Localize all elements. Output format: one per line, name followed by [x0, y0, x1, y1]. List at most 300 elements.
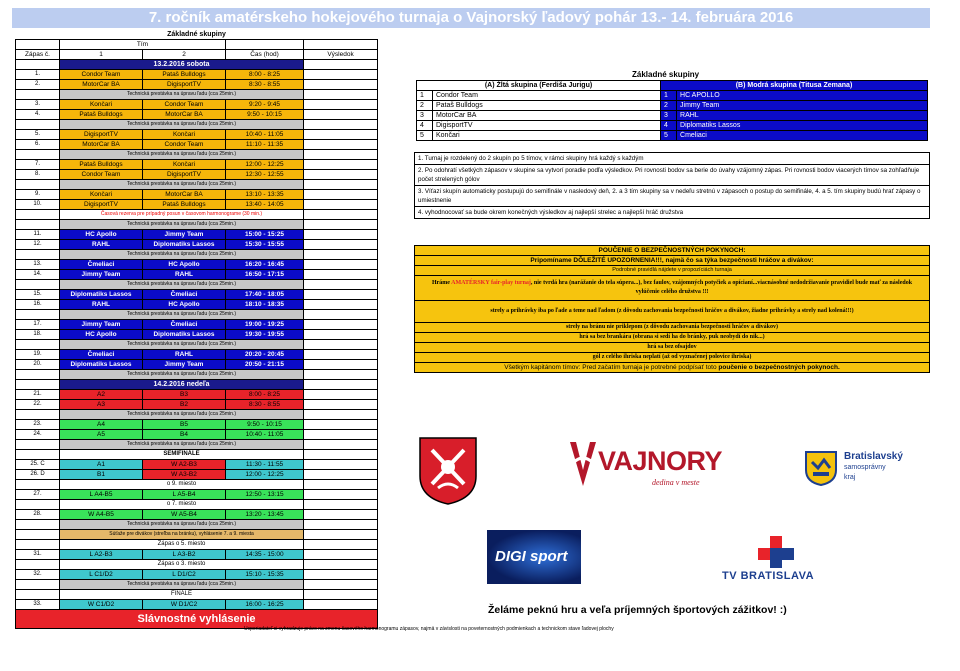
note-blank: [304, 120, 378, 130]
match-row: [16, 510, 378, 520]
group-a-team: Pataš Bulldogs: [433, 101, 661, 111]
match-time: 20:50 - 21:15: [226, 360, 304, 370]
round-label: FINÁLE: [60, 590, 304, 600]
match-number: 8.: [16, 170, 60, 180]
safety-box: [414, 245, 930, 373]
match-row: [16, 130, 378, 140]
schedule-note: Technická prestávka na úpravu ľadu (cca 25min.): [60, 90, 304, 100]
group-b-team: Čmeliaci: [677, 131, 928, 141]
team-away: B5: [143, 420, 226, 430]
match-row: [16, 170, 378, 180]
team-away: B2: [143, 400, 226, 410]
label-blank: [16, 500, 60, 510]
label-blank: [304, 480, 378, 490]
team-home: A3: [60, 400, 143, 410]
schedule-footer: Usporiadateľ si vyhradzuje právo na zmenu časového harmonogramu zápasov, najmä v závislosti na poveternostných podmienkach a technickom stave ľadovej plochy: [244, 626, 614, 632]
label-blank: [304, 540, 378, 550]
match-result: [304, 240, 378, 250]
safety-line: Pripomíname DÔLEŽITÉ UPOZORNENIA!!!, najmä čo sa týka bezpečnosti hráčov a divákov:: [415, 256, 929, 266]
team-home: L A2-B3: [60, 550, 143, 560]
group-row: [417, 131, 928, 141]
group-b-team: RAHL: [677, 111, 928, 121]
note-blank: [16, 250, 60, 260]
match-time: 11:30 - 11:55: [226, 460, 304, 470]
match-row: [16, 460, 378, 470]
safety-line: Podrobné pravidlá nájdete v propozíciách turnaja: [415, 266, 929, 276]
team-away: L A5-B4: [143, 490, 226, 500]
match-number: 25. C: [16, 460, 60, 470]
match-result: [304, 190, 378, 200]
team-home: A5: [60, 430, 143, 440]
schedule-note: Technická prestávka na úpravu ľadu (cca 25min.): [60, 370, 304, 380]
match-time: 9:50 - 10:15: [226, 420, 304, 430]
team-home: Čmeliaci: [60, 350, 143, 360]
team-home: B1: [60, 470, 143, 480]
match-row: [16, 420, 378, 430]
match-row: [16, 390, 378, 400]
day-header: 13.2.2016 sobota: [60, 60, 304, 70]
group-a-rank: 4: [417, 121, 433, 131]
team-away: DigisportTV: [143, 80, 226, 90]
team-home: MotorCar BA: [60, 80, 143, 90]
team-home: A1: [60, 460, 143, 470]
match-result: [304, 300, 378, 310]
match-number: 11.: [16, 230, 60, 240]
match-row: [16, 570, 378, 580]
match-row: [16, 110, 378, 120]
match-number: 10.: [16, 200, 60, 210]
tv-bratislava-squares-icon: [758, 536, 794, 568]
header-time: Čas (hod): [226, 50, 304, 60]
match-number: 17.: [16, 320, 60, 330]
match-time: 10:40 - 11:05: [226, 130, 304, 140]
match-number: 1.: [16, 70, 60, 80]
team-home: A4: [60, 420, 143, 430]
day-blank: [304, 380, 378, 390]
match-result: [304, 360, 378, 370]
match-result: [304, 70, 378, 80]
label-blank: [304, 450, 378, 460]
header-blank: [226, 40, 304, 50]
match-result: [304, 320, 378, 330]
note-blank: [304, 520, 378, 530]
team-away: Diplomatiks Lassos: [143, 330, 226, 340]
match-result: [304, 400, 378, 410]
team-away: W A2-B3: [143, 460, 226, 470]
page-title: 7. ročník amatérskeho hokejového turnaja o Vajnorský ľadový pohár 13.- 14. februára 2016: [12, 8, 930, 28]
group-a-team: MotorCar BA: [433, 111, 661, 121]
match-row: [16, 470, 378, 480]
safety-title: POUČENIE O BEZPEČNOSTNÝCH POKYNOCH:: [415, 246, 929, 256]
note-blank: [304, 310, 378, 320]
team-away: Končari: [143, 130, 226, 140]
note-blank: [16, 520, 60, 530]
team-away: Čmeliaci: [143, 320, 226, 330]
header-home: 1: [60, 50, 143, 60]
round-label: o 9. miesto: [60, 480, 304, 490]
match-time: 14:35 - 15:00: [226, 550, 304, 560]
schedule-note: Technická prestávka na úpravu ľadu (cca 25min.): [60, 340, 304, 350]
header-match: Zápas č.: [16, 50, 60, 60]
match-number: 27.: [16, 490, 60, 500]
label-blank: [304, 560, 378, 570]
note-blank: [16, 440, 60, 450]
match-row: [16, 400, 378, 410]
safety-line: strely na bránu nie priklepom (z dôvodu zachovania bezpečnosti hráčov a divákov): [415, 323, 929, 333]
day-blank: [304, 60, 378, 70]
match-time: 20:20 - 20:45: [226, 350, 304, 360]
match-time: 18:10 - 18:35: [226, 300, 304, 310]
note-blank: [16, 530, 60, 540]
vajnory-tagline: dedina v meste: [652, 478, 700, 487]
match-time: 19:30 - 19:55: [226, 330, 304, 340]
match-number: 15.: [16, 290, 60, 300]
match-result: [304, 490, 378, 500]
match-row: [16, 230, 378, 240]
digisport-wordmark: DIGI sport: [495, 548, 568, 565]
team-home: L A4-B5: [60, 490, 143, 500]
team-away: RAHL: [143, 350, 226, 360]
match-result: [304, 170, 378, 180]
team-away: L A3-B2: [143, 550, 226, 560]
rules-box: [414, 152, 930, 219]
match-result: [304, 270, 378, 280]
match-time: 11:10 - 11:35: [226, 140, 304, 150]
match-time: 13:10 - 13:35: [226, 190, 304, 200]
match-time: 16:50 - 17:15: [226, 270, 304, 280]
match-number: 3.: [16, 100, 60, 110]
team-away: Pataš Bulldogs: [143, 70, 226, 80]
match-time: 16:00 - 16:25: [226, 600, 304, 610]
safety-fairplay: [415, 276, 929, 301]
match-number: 13.: [16, 260, 60, 270]
note-blank: [16, 310, 60, 320]
match-row: [16, 80, 378, 90]
schedule-note: Technická prestávka na úpravu ľadu (cca 25min.): [60, 410, 304, 420]
team-away: Končari: [143, 160, 226, 170]
note-blank: [304, 580, 378, 590]
note-blank: [304, 280, 378, 290]
header-away: 2: [143, 50, 226, 60]
label-blank: [304, 590, 378, 600]
group-b-rank: 4: [661, 121, 677, 131]
match-number: 22.: [16, 400, 60, 410]
group-b-rank: 3: [661, 111, 677, 121]
schedule-note: Technická prestávka na úpravu ľadu (cca 25min.): [60, 580, 304, 590]
match-number: 4.: [16, 110, 60, 120]
team-home: Diplomatiks Lassos: [60, 360, 143, 370]
match-time: 9:50 - 10:15: [226, 110, 304, 120]
group-b-rank: 1: [661, 91, 677, 101]
note-blank: [304, 410, 378, 420]
bratislava-region-line: kraj: [844, 474, 856, 481]
team-away: B3: [143, 390, 226, 400]
team-home: DigisportTV: [60, 200, 143, 210]
team-away: HC Apollo: [143, 300, 226, 310]
note-blank: [16, 150, 60, 160]
match-time: 15:10 - 15:35: [226, 570, 304, 580]
match-result: [304, 230, 378, 240]
match-result: [304, 140, 378, 150]
team-home: Pataš Bulldogs: [60, 110, 143, 120]
match-number: 16.: [16, 300, 60, 310]
team-away: Diplomatiks Lassos: [143, 240, 226, 250]
match-row: [16, 190, 378, 200]
team-away: B4: [143, 430, 226, 440]
header-blank: [304, 40, 378, 50]
match-number: 24.: [16, 430, 60, 440]
rule-item: 1. Turnaj je rozdelený do 2 skupín po 5 tímov, v rámci skupiny hrá každý s každým: [415, 153, 929, 165]
team-home: Končari: [60, 190, 143, 200]
safety-line: gól z celého ihriska neplatí (až od vyznačenej polovice ihriska): [415, 353, 929, 363]
safety-highlight: AMATÉRSKY fair-play turnaj: [451, 280, 531, 286]
note-blank: [16, 180, 60, 190]
match-row: [16, 360, 378, 370]
match-result: [304, 350, 378, 360]
group-b-header: (B) Modrá skupina (Titusa Zemana): [661, 81, 928, 91]
vajnory-emblem-icon: [568, 440, 598, 490]
rule-item: 3. Víťazi skupín automaticky postupujú do semifinále v nasledový deň, 2. a 3 tím skupiny sa v nedeľu stretnú v zápasoch o postup do semifinále, 4. a 5. tím skupiny budú hrať zápasy o umiestnenie: [415, 186, 929, 207]
tv-bratislava-logo: [722, 536, 832, 586]
match-result: [304, 260, 378, 270]
group-a-rank: 2: [417, 101, 433, 111]
safety-line: hrá sa bez brankára (obrana si sedí ha do bránky, puk neobydí do nik...): [415, 333, 929, 343]
header-team: Tím: [60, 40, 226, 50]
team-home: W C1/D2: [60, 600, 143, 610]
note-blank: [304, 440, 378, 450]
match-number: 7.: [16, 160, 60, 170]
group-b-team: Jimmy Team: [677, 101, 928, 111]
match-number: 12.: [16, 240, 60, 250]
match-time: 15:00 - 15:25: [226, 230, 304, 240]
label-blank: [16, 590, 60, 600]
match-time: 8:30 - 8:55: [226, 80, 304, 90]
match-time: 9:20 - 9:45: [226, 100, 304, 110]
match-time: 8:00 - 8:25: [226, 70, 304, 80]
match-time: 8:00 - 8:25: [226, 390, 304, 400]
match-result: [304, 100, 378, 110]
match-time: 17:40 - 18:05: [226, 290, 304, 300]
match-time: 12:30 - 12:55: [226, 170, 304, 180]
match-row: [16, 350, 378, 360]
team-away: Jimmy Team: [143, 230, 226, 240]
group-a-team: DigisportTV: [433, 121, 661, 131]
team-away: Condor Team: [143, 140, 226, 150]
group-row: [417, 111, 928, 121]
match-row: [16, 160, 378, 170]
note-blank: [16, 340, 60, 350]
day-blank: [16, 380, 60, 390]
match-row: [16, 300, 378, 310]
match-result: [304, 460, 378, 470]
team-home: W A4-B5: [60, 510, 143, 520]
team-away: HC Apollo: [143, 260, 226, 270]
match-number: 9.: [16, 190, 60, 200]
team-home: Diplomatiks Lassos: [60, 290, 143, 300]
round-label: SEMIFINÁLE: [60, 450, 304, 460]
team-away: RAHL: [143, 270, 226, 280]
group-a-rank: 3: [417, 111, 433, 121]
groups-title: Základné skupiny: [632, 70, 700, 79]
match-row: [16, 100, 378, 110]
note-blank: [304, 90, 378, 100]
match-result: [304, 80, 378, 90]
match-result: [304, 420, 378, 430]
label-blank: [304, 500, 378, 510]
team-away: Čmeliaci: [143, 290, 226, 300]
match-result: [304, 160, 378, 170]
match-number: 26. D: [16, 470, 60, 480]
match-number: 20.: [16, 360, 60, 370]
team-home: RAHL: [60, 240, 143, 250]
note-blank: [304, 210, 378, 220]
team-home: Jimmy Team: [60, 320, 143, 330]
schedule-note: Technická prestávka na úpravu ľadu (cca 25min.): [60, 220, 304, 230]
schedule-note: Technická prestávka na úpravu ľadu (cca 25min.): [60, 250, 304, 260]
schedule-note: Časová rezerva pre prípadný posun v časovom harmonograme (30 min.): [100, 211, 263, 217]
match-row: [16, 240, 378, 250]
match-row: [16, 260, 378, 270]
schedule-title: Základné skupiny: [167, 31, 226, 38]
schedule-note: Technická prestávka na úpravu ľadu (cca 25min.): [60, 180, 304, 190]
header-result: Výsledok: [304, 50, 378, 60]
label-blank: [16, 540, 60, 550]
match-number: 19.: [16, 350, 60, 360]
schedule-note: Technická prestávka na úpravu ľadu (cca 25min.): [60, 280, 304, 290]
team-away: Condor Team: [143, 100, 226, 110]
match-number: 6.: [16, 140, 60, 150]
match-row: [16, 270, 378, 280]
safety-text: poučenie o bezpečnostných pokynoch.: [718, 364, 840, 371]
safety-text: Hráme: [431, 280, 452, 286]
group-b-team: HC APOLLO: [677, 91, 928, 101]
round-label: o 7. miesto: [60, 500, 304, 510]
schedule-note: Technická prestávka na úpravu ľadu (cca 25min.): [60, 440, 304, 450]
match-result: [304, 290, 378, 300]
closing-wish: Želáme peknú hru a veľa príjemných športových zážitkov! :): [488, 604, 787, 616]
team-home: DigisportTV: [60, 130, 143, 140]
match-row: [16, 140, 378, 150]
safety-captains: [415, 363, 929, 372]
team-home: HC Apollo: [60, 330, 143, 340]
safety-text: Všetkým kapitánom tímov: Pred začatím turnaja je potrebné podpísať toto: [504, 364, 719, 371]
match-number: 2.: [16, 80, 60, 90]
rule-item: 2. Po odohratí všetkých zápasov v skupine sa vytvorí poradie podľa výsledkov. Pri rovnosti bodov sa berie do úvahy vzájomný zápas. Pri rovnosti bodov viacerých tímov sa zohľadňuje počet strelených gólov: [415, 165, 929, 186]
match-result: [304, 390, 378, 400]
team-home: RAHL: [60, 300, 143, 310]
bratislava-region-logo: [804, 448, 924, 488]
match-row: [16, 430, 378, 440]
match-row: [16, 70, 378, 80]
match-number: 18.: [16, 330, 60, 340]
team-home: HC Apollo: [60, 230, 143, 240]
team-home: Jimmy Team: [60, 270, 143, 280]
team-home: Pataš Bulldogs: [60, 160, 143, 170]
match-number: 23.: [16, 420, 60, 430]
group-b-team: Diplomatiks Lassos: [677, 121, 928, 131]
group-row: [417, 101, 928, 111]
team-away: W D1/C2: [143, 600, 226, 610]
team-away: DigisportTV: [143, 170, 226, 180]
schedule-note: Technická prestávka na úpravu ľadu (cca 25min.): [60, 310, 304, 320]
match-row: [16, 600, 378, 610]
match-result: [304, 510, 378, 520]
match-row: [16, 550, 378, 560]
group-a-team: Condor Team: [433, 91, 661, 101]
vajnory-logo: [568, 438, 728, 493]
match-number: 5.: [16, 130, 60, 140]
note-blank: [304, 340, 378, 350]
schedule-note: Technická prestávka na úpravu ľadu (cca 25min.): [60, 520, 304, 530]
match-row: [16, 290, 378, 300]
label-blank: [16, 560, 60, 570]
match-time: 8:30 - 8:55: [226, 400, 304, 410]
team-home: Condor Team: [60, 170, 143, 180]
note-blank: [16, 90, 60, 100]
note-blank: [16, 580, 60, 590]
team-away: Pataš Bulldogs: [143, 200, 226, 210]
bratislava-region-line: samosprávny: [844, 464, 886, 471]
match-result: [304, 200, 378, 210]
note-blank: [304, 370, 378, 380]
team-away: MotorCar BA: [143, 190, 226, 200]
group-b-rank: 5: [661, 131, 677, 141]
match-row: [16, 200, 378, 210]
schedule-note: Technická prestávka na úpravu ľadu (cca 25min.): [60, 120, 304, 130]
team-home: A2: [60, 390, 143, 400]
match-number: 21.: [16, 390, 60, 400]
team-home: L C1/D2: [60, 570, 143, 580]
team-home: MotorCar BA: [60, 140, 143, 150]
note-blank: [16, 370, 60, 380]
safety-text: , nie tvrdá hra (narážanie do tela súpera...), bez faulov, vzájomných potyčiek a opícianí...viacnásobné nedodržiavanie pravidiel bude mať za následok vylúčenie celého družstva !!!: [530, 280, 913, 295]
schedule-note: Súťaže pre divákov (streľba na bránku), vyhlásenie 7. a 9. miesta: [60, 530, 304, 540]
tv-bratislava-wordmark: TV BRATISLAVA: [722, 570, 815, 582]
match-time: 16:20 - 16:45: [226, 260, 304, 270]
note-blank: [16, 410, 60, 420]
note-blank: [16, 280, 60, 290]
group-a-header: (A) Žltá skupina (Ferdiša Jurigu): [417, 81, 661, 91]
match-result: [304, 470, 378, 480]
match-time: 10:40 - 11:05: [226, 430, 304, 440]
match-result: [304, 130, 378, 140]
match-time: 12:00 - 12:25: [226, 160, 304, 170]
group-a-team: Končari: [433, 131, 661, 141]
group-row: [417, 91, 928, 101]
header-blank: [16, 40, 60, 50]
round-label: Zápas o 5. miesto: [60, 540, 304, 550]
group-row: [417, 121, 928, 131]
groups-table: [416, 80, 928, 141]
match-result: [304, 110, 378, 120]
label-blank: [16, 450, 60, 460]
ceremony-banner: Slávnostné vyhlásenie: [16, 610, 378, 629]
note-blank: [16, 220, 60, 230]
label-blank: [16, 480, 60, 490]
schedule-table: [15, 30, 378, 629]
match-time: 12:50 - 13:15: [226, 490, 304, 500]
match-number: 33.: [16, 600, 60, 610]
match-time: 19:00 - 19:25: [226, 320, 304, 330]
vajnory-coat-of-arms-icon: [418, 436, 478, 511]
team-away: W A5-B4: [143, 510, 226, 520]
digisport-logo: [487, 530, 581, 584]
team-away: W A3-B2: [143, 470, 226, 480]
group-a-rank: 1: [417, 91, 433, 101]
match-result: [304, 600, 378, 610]
match-number: 32.: [16, 570, 60, 580]
match-result: [304, 550, 378, 560]
